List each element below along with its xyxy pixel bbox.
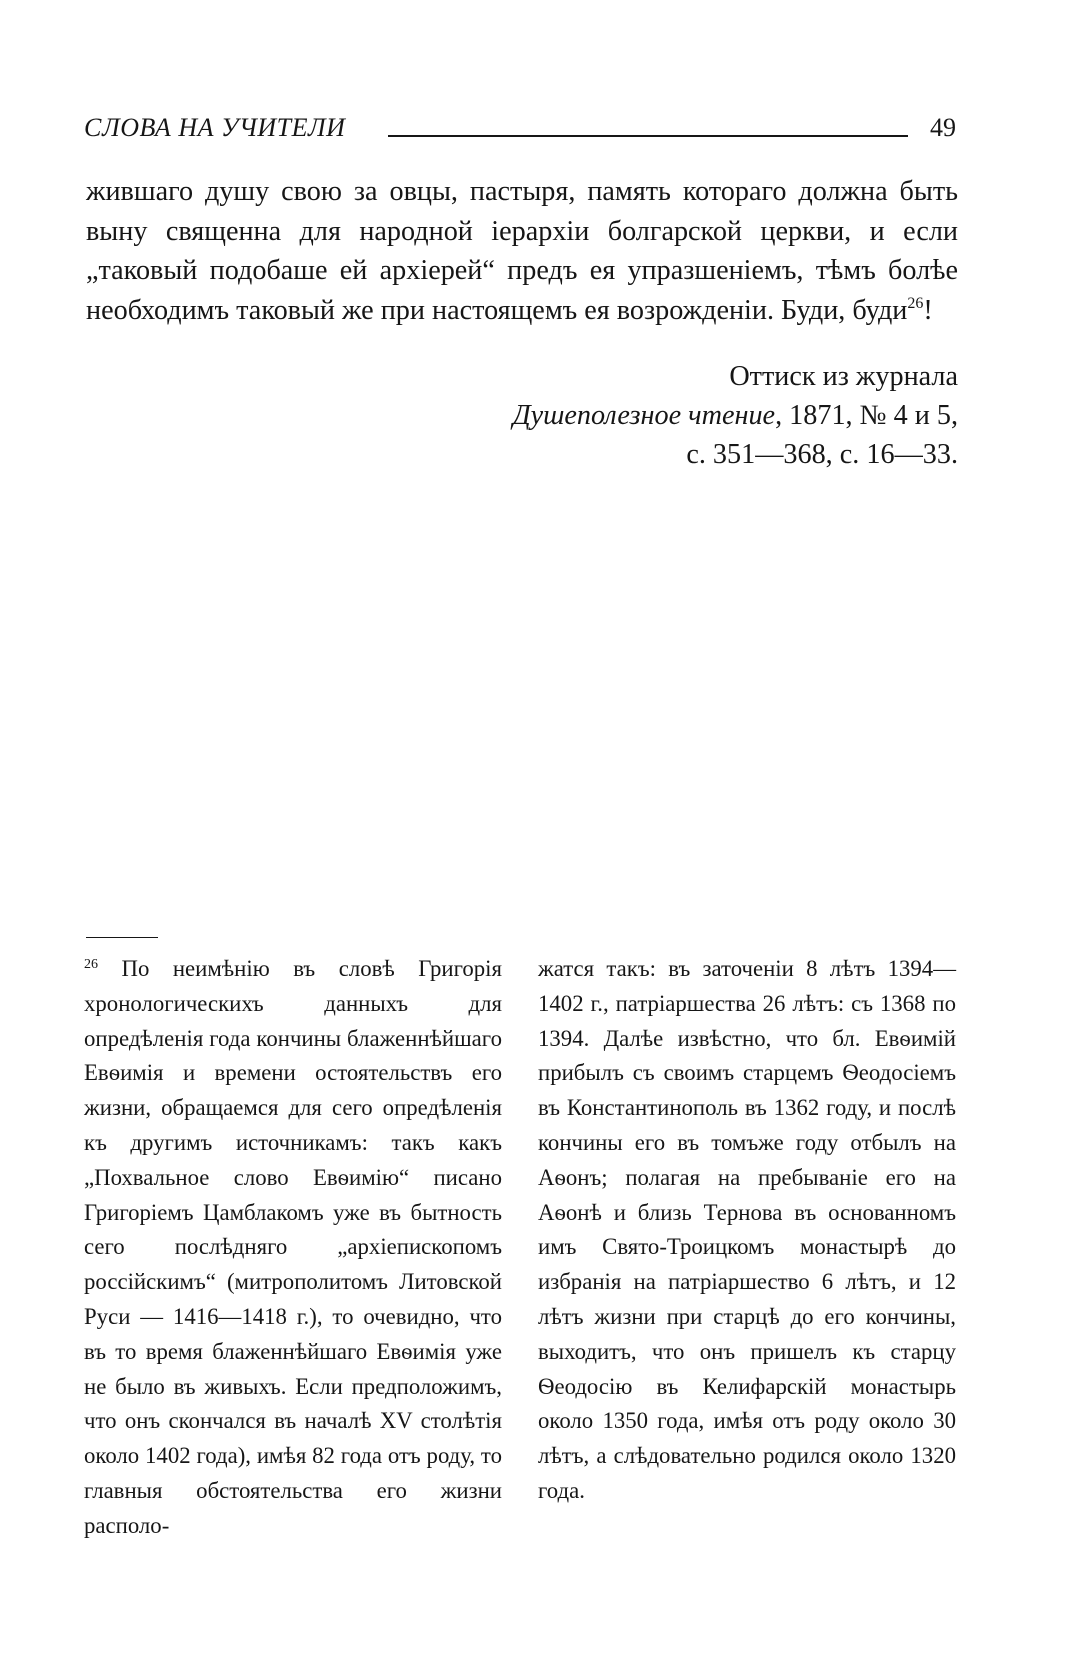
page-number: 49: [930, 113, 956, 142]
header-rule: [388, 135, 908, 137]
header-title: СЛОВА НА УЧИТЕЛИ: [84, 113, 346, 142]
citation-line-3: с. 351—368, с. 16—33.: [686, 439, 958, 470]
citation-line-2: [513, 396, 958, 435]
footnote-number: 26: [84, 957, 98, 972]
footnote-left-column: [84, 952, 502, 1544]
running-header: [84, 108, 956, 148]
footnote-right-text: жатся такъ: въ заточеніи 8 лѣтъ 1394—1402 г., патріаршества 26 лѣтъ: съ 1368 по 1394. Далѣе извѣстно, что бл. Евѳимій прибылъ съ своимъ старцемъ Ѳеодосіемъ въ Константинополь въ 1362 году, и послѣ кончины его въ томъже году отбылъ на Аѳонъ; полагая на пребываніе его на Аѳонѣ и близь Тернова въ основанномъ имъ Свято-Троицкомъ монастырѣ до избранія на патріаршество 6 лѣтъ, и 12 лѣтъ жизни при старцѣ до его кончины, выходитъ, что онъ пришелъ къ старцу Ѳеодосію въ Келифарскій монастырь около 1350 года, имѣя отъ роду около 30 лѣтъ, а слѣдовательно родился около 1320 года.: [538, 956, 956, 1503]
main-text: [86, 172, 958, 330]
citation-line-1: Оттиск из журнала: [729, 361, 958, 392]
footnote-right-column: [538, 952, 956, 1509]
body-paragraph-closing: !: [923, 294, 933, 326]
footnote-reference: 26: [907, 294, 924, 312]
citation-journal-details: , 1871, № 4 и 5,: [775, 400, 958, 431]
citation-journal-title: Душеполезное чтение: [512, 400, 776, 431]
source-citation: [513, 357, 958, 474]
body-paragraph: [86, 172, 958, 330]
footnote-separator: [86, 937, 158, 938]
footnote-left-text: По неимѣнію въ словѣ Григорія хронологическихъ данныхъ для опредѣленія года кончины блаженнѣйшаго Евѳимія и времени остоятельствъ его жизни, обращаемся для сего опредѣленія къ другимъ источникамъ: такъ какъ „Похвальное слово Евѳимію“ писано Григоріемъ Цамблакомъ уже въ бытность сего послѣдняго „архіепископомъ россійскимъ“ (митрополитомъ Литовской Руси — 1416—1418 г.), то очевидно, что въ то время блаженнѣйшаго Евѳимія уже не было въ живыхъ. Если предположимъ, что онъ скончался въ началѣ XV столѣтія около 1402 года), имѣя 82 года отъ роду, то главныя обстоятельства его жизни располо-: [84, 956, 502, 1538]
body-paragraph-text: жившаго душу свою за овцы, пастыря, память котораго должна быть выну священна для народной іерархіи болгарской церкви, и если „таковый подобаше ей архіерей“ предъ ея упразшеніемъ, тѣмъ болѣе необходимъ таковый же при настоящемъ ея возрожденіи. Буди, буди: [86, 176, 958, 326]
